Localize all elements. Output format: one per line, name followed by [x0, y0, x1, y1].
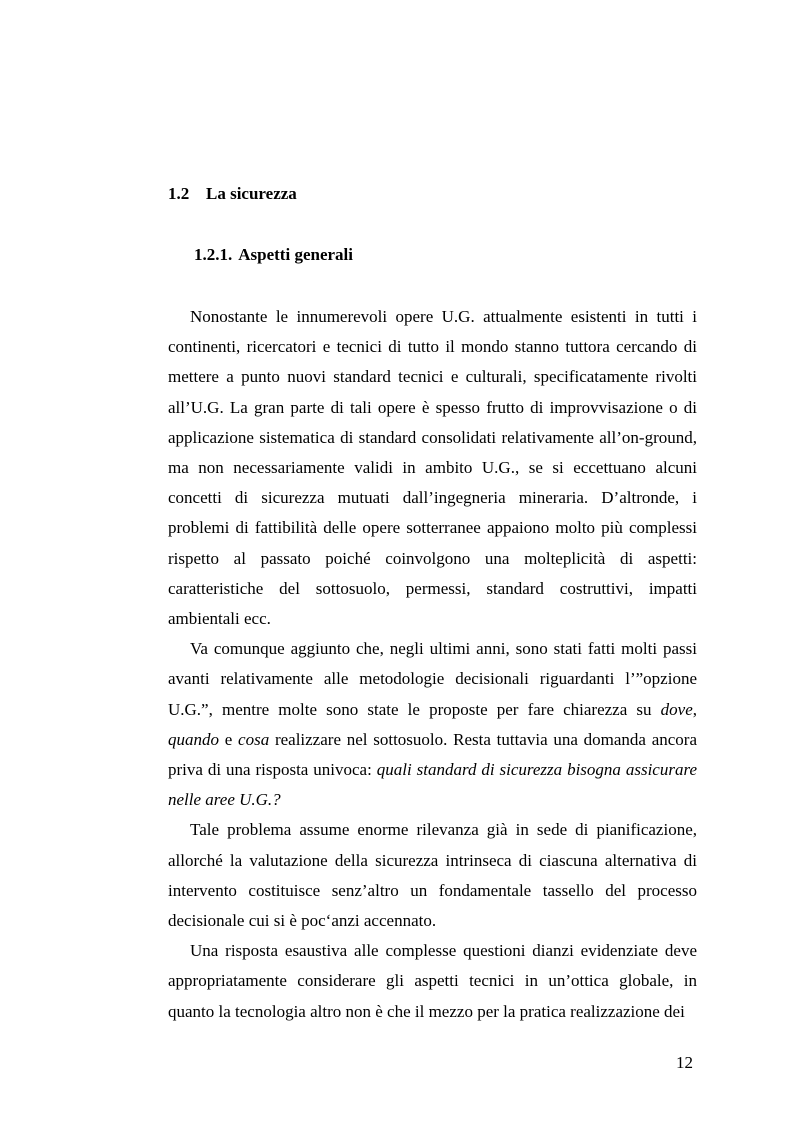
paragraph-2-text-a: Va comunque aggiunto che, negli ultimi anni, sono stati fatti molti passi avanti relativamente alle metodologie decisionali riguardanti l’”opzione U.G.”, mentre molte sono state le proposte per fare chiarezza su — [168, 639, 697, 719]
subsection-heading — [194, 245, 353, 265]
section-number: 1.2 — [168, 184, 190, 203]
page-number: 12 — [676, 1053, 693, 1072]
emphasis-question: quali standard di sicurezza bisogna assicurare nelle aree U.G.? — [168, 760, 697, 810]
subsection-number: 1.2.1. — [194, 245, 233, 264]
paragraph-2 — [168, 634, 697, 815]
section-title: La sicurezza — [206, 184, 297, 203]
section-heading — [168, 184, 297, 204]
paragraph-2-text-d: realizzare nel sottosuolo. Resta tuttavia una domanda ancora priva di una risposta univoca: — [168, 729, 697, 780]
emphasis-quando: quando — [168, 729, 219, 749]
subsection-title: Aspetti generali — [238, 245, 353, 264]
paragraph-3: Tale problema assume enorme rilevanza già in sede di pianificazione, allorché la valutazione della sicurezza intrinseca di ciascuna alternativa di intervento costituisce senz’altro un fondamentale tassello del processo decisionale cui si è poc‘anzi accennato. — [168, 820, 697, 931]
paragraph-1: Nonostante le innumerevoli opere U.G. attualmente esistenti in tutti i continenti, ricercatori e tecnici di tutto il mondo stanno tuttora cercando di mettere a punto nuovi standard tecnici e culturali, specificatamente rivolti all’U.G. La gran parte di tali opere è spesso frutto di improvvisazione o di applicazione sistematica di standard consolidati relativamente all’on-ground, ma non necessariamente validi in ambito U.G., se si eccettuano alcuni concetti di sicurezza mutuati dall’ingegneria mineraria. D’altronde, i problemi di fattibilità delle opere sotterranee appaiono molto più complessi rispetto al passato poiché coinvolgono una molteplicità di aspetti: caratteristiche del sottosuolo, permessi, standard costruttivi, impatti ambientali ecc. — [168, 307, 697, 629]
paragraph-2-text-b: , — [692, 699, 697, 719]
emphasis-dove: dove — [660, 699, 693, 719]
paragraph-2-text-c: e — [219, 729, 239, 749]
emphasis-cosa: cosa — [238, 729, 270, 749]
paragraph-4: Una risposta esaustiva alle complesse questioni dianzi evidenziate deve appropriatamente considerare gli aspetti tecnici in un’ottica globale, in quanto la tecnologia altro non è che il mezzo per la pratica realizzazione dei — [168, 941, 697, 1021]
body-text — [168, 302, 697, 1027]
